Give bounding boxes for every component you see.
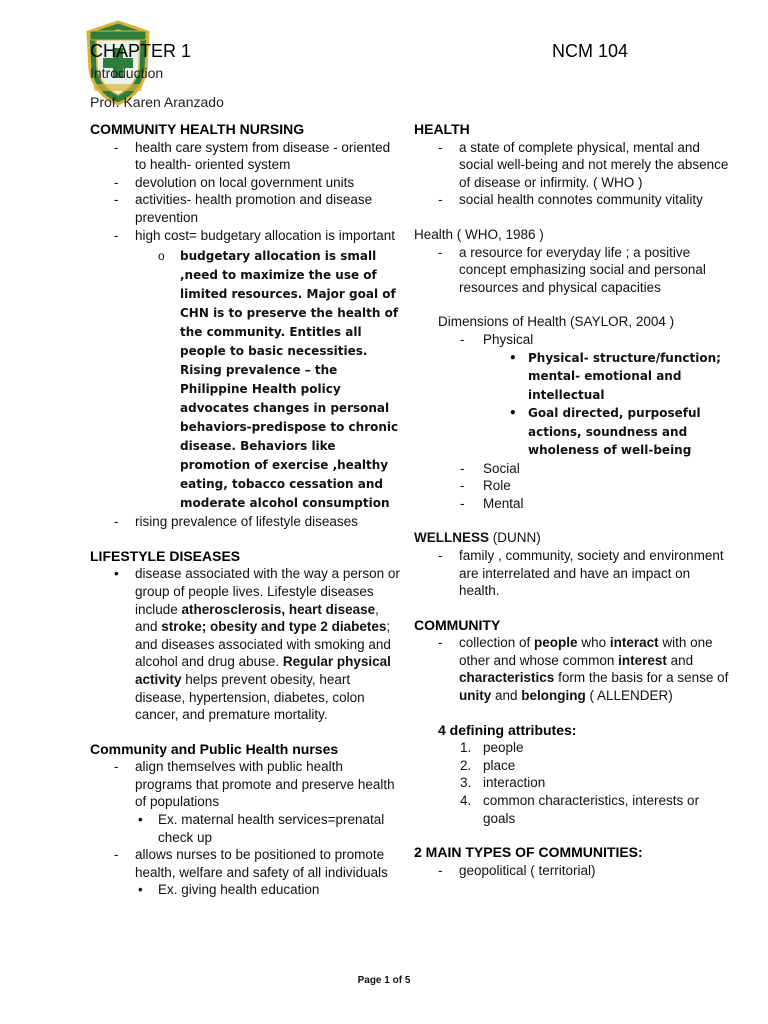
left-column [90, 121, 400, 899]
list-item: - devolution on local government units [90, 174, 400, 192]
list-item: - family , community, society and environment are interrelated and have an impact on health. [414, 547, 734, 600]
list-item: - a state of complete physical, mental and social well-being and not merely the absence of disease or infirmity. ( WHO ) [414, 139, 734, 192]
section-heading: Community and Public Health nurses [90, 740, 339, 757]
list-item: - align themselves with public health programs that promote and preserve health of populations [90, 758, 400, 811]
chapter-title: CHAPTER 1 [90, 41, 192, 61]
list-item: - Physical [414, 331, 734, 349]
numbered-item: 4. common characteristics, interests or goals [460, 793, 700, 826]
list-item: - a resource for everyday life ; a positive concept emphasizing social and personal resources and physical capacities [414, 244, 734, 297]
list-subitem: • Physical- structure/function; mental- emotional and intellectual [414, 349, 734, 405]
list-item: - activities- health promotion and disease prevention [90, 191, 400, 226]
list-item: - collection of people who interact with one other and whose common interest and characteristics form the basis for a sense of unity and belonging ( ALLENDER) [414, 634, 734, 704]
section-heading: COMMUNITY [414, 616, 501, 633]
list-item: - geopolitical ( territorial) [414, 862, 734, 880]
list-item: - rising prevalence of lifestyle diseases [90, 513, 400, 531]
section-heading: Health ( WHO, 1986 ) [414, 226, 544, 242]
section-heading: HEALTH [414, 121, 470, 137]
list-subitem: o budgetary allocation is small ,need to maximize the use of limited resources. Major goal of CHN is to preserve the health of the community. Entitles all people to basic necessities. Rising prevalence – the Philippine Health policy advocates changes in personal behaviors-predispose to chronic disease. Behaviors like promotion of exercise ,healthy eating, tobacco cessation and moderate alcohol consumption [90, 247, 400, 513]
course-code: NCM 104 [552, 41, 629, 61]
section-heading: COMMUNITY HEALTH NURSING [90, 121, 305, 137]
professor-name: Prof. Karen Aranzado [90, 94, 224, 110]
section-heading: 4 defining attributes: [438, 721, 577, 738]
list-item: • disease associated with the way a person or group of people lives. Lifestyle diseases include atherosclerosis, heart disease, and stroke; obesity and type 2 diabetes; and diseases associated with smoking and alcohol and drug abuse. Regular physical activity helps prevent obesity, heart disease, hypertension, diabetes, colon cancer, and premature mortality. [90, 565, 400, 723]
section-heading: LIFESTYLE DISEASES [90, 547, 241, 564]
list-item: - high cost= budgetary allocation is important [90, 227, 400, 245]
list-item: - Role [414, 477, 734, 495]
list-item: - Mental [414, 495, 734, 513]
section-heading: WELLNESS (DUNN) [414, 530, 541, 546]
list-subitem: • Ex. giving health education [90, 881, 400, 899]
right-column [414, 121, 734, 879]
list-item: - social health connotes community vitality [414, 191, 734, 209]
list-subitem: • Goal directed, purposeful actions, soundness and wholeness of well-being [414, 404, 734, 460]
section-heading: Dimensions of Health (SAYLOR, 2004 ) [438, 314, 675, 330]
list-item: - Social [414, 460, 734, 478]
list-item: - health care system from disease - oriented to health- oriented system [90, 139, 400, 174]
numbered-item: 1. people [460, 740, 524, 756]
list-item: - allows nurses to be positioned to promote health, welfare and safety of all individuals [90, 846, 400, 881]
page-footer: Page 1 of 5 [357, 975, 411, 986]
subtitle: Introduction [90, 65, 164, 81]
numbered-item: 3. interaction [460, 775, 546, 791]
list-subitem: • Ex. maternal health services=prenatal check up [90, 811, 400, 846]
numbered-item: 2. place [460, 757, 516, 773]
section-heading: 2 MAIN TYPES OF COMMUNITIES: [414, 844, 643, 861]
